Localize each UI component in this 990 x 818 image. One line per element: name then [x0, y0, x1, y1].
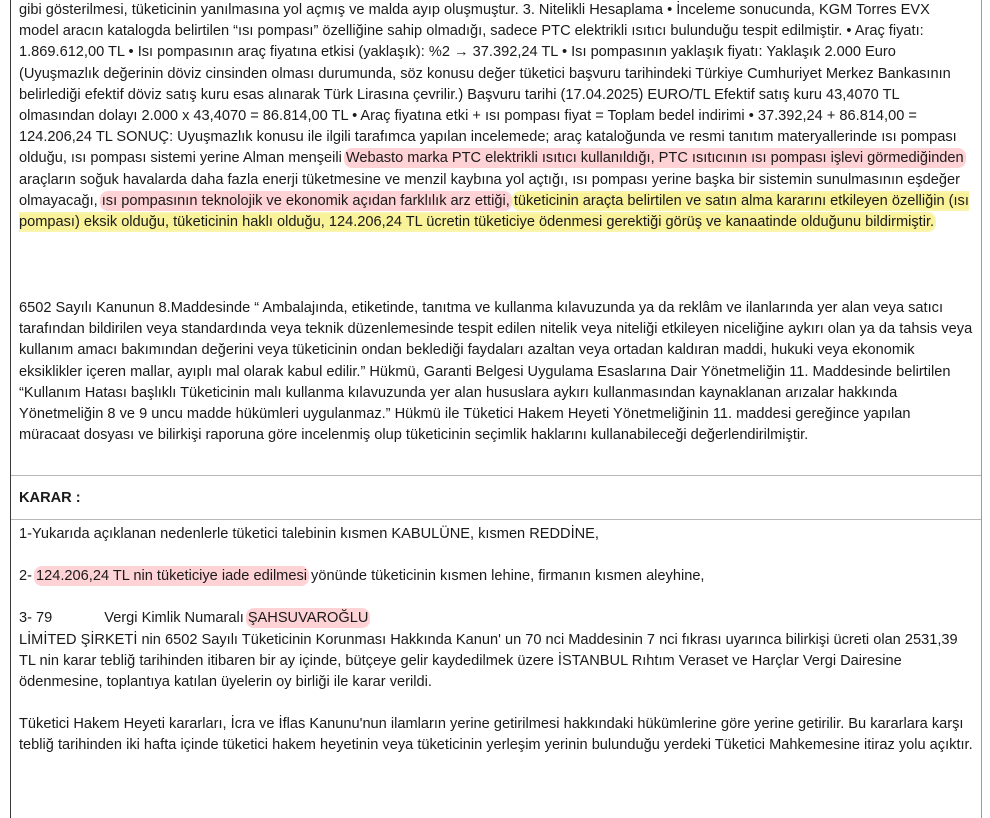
report-text-a: gibi gösterilmesi, tüketicinin yanılmasına yol açmış ve malda ayıp oluşmuştur. 3. Nitelikli Hesaplama • İnceleme sonucunda, KGM Torres EVX model aracın katalogda belirtilen “ısı pompası” özelliğine sahip olmadığı, sadece PTC elektrikli ısıtıcı bulunduğu tespit edilmiştir. • Araç fiyatı: 1.869.612,00 TL • Isı pompasının araç fiyatına etkisi (yaklaşık): %2 → 37.392,24 TL • Isı pompasının yaklaşık fiyatı: Yaklaşık 2.000 Euro (Uyuşmazlık değerinin döviz cinsinden olması durumunda, söz konusu değer tüketici başvuru tarihindeki Türkiye Cumhuriyet Merkez Bankasının belirlediği efektif döviz satış kuru esas alınarak Türk Lirasına çevrilir.) Başvuru tarihi (17.04.2025) EURO/TL Efektif satış kuru 43,4070 TL olmasından dolayı 2.000 x 43,4070 = 86.814,00 TL • Araç fiyatına etki + ısı pompası fiyat = Toplam bedel indirimi • 37.392,24 + 86.814,00 = 124.206,24 TL SONUÇ: Uyuşmazlık konusu ile ilgili tarafımca yapılan incelemede; araç kataloğunda ve resmi tanıtım materyallerinde ısı pompası olduğu, ısı pompası sistemi yerine Alman menşeili	[19, 2, 957, 167]
item3-rest: LİMİTED ŞİRKETİ nin 6502 Sayılı Tüketicinin Korunması Hakkında Kanun' un 70 nci Maddesinin 7 nci fıkrası uyarınca bilirkişi ücreti olan 2531,39 TL nin karar tebliğ tarihinden itibaren bir ay içinde, bütçeye gelir kaydedilmek üzere İSTANBUL Rıhtım Veraset ve Harçlar Vergi Dairesine ödenmesine, toplantıya katılan üyelerin oy birliği ile karar verildi.	[19, 631, 958, 691]
highlight-technology: ısı pompasının teknolojik ve ekonomik açıdan farklılık arz ettiği,	[101, 192, 510, 209]
item3-number: 3- 79	[19, 610, 53, 627]
highlight-webasto: Webasto marka PTC elektrikli ısıtıcı kullanıldığı, PTC ısıtıcının ısı pompası işlevi görmediğinden	[345, 150, 964, 167]
spacer	[19, 545, 973, 566]
highlight-conclusion: tüketicinin araçta belirtilen ve satın alma kararını etkileyen özelliğin (ısı pompası) eksik olduğu, tüketicinin haklı olduğu, 124.206,24 TL ücretin tüketiciye ödenmesi gerektiği görüş ve kanaatinde olduğunu bildirmiştir.	[19, 192, 969, 231]
law-article-paragraph: 6502 Sayılı Kanunun 8.Maddesinde “ Ambalajında, etiketinde, tanıtma ve kullanma kılavuzunda ya da reklâm ve ilanlarında yer alan veya satıcı tarafından bildirilen veya standardında veya teknik düzenlemesinde tespit edilen nitelik veya niteliği etkileyen niceliğine aykırı olan ya da tahsis veya kullanım amacı bakımından değerini veya tüketicinin ondan beklediği faydaları azaltan veya ortadan kaldıran maddi, hukuki veya ekonomik eksiklikler içeren mallar, ayıplı mal olarak kabul edilir.” Hükmü, Garanti Belgesi Uygulama Esaslarına Dair Yönetmeliğin 11. Maddesinde belirtilen “Kullanım Hatası başlıklı Tüketicinin malı kullanma kılavuzunda yer alan hususlara aykırı kullanmasından kaynaklanan arızalar hakkında Yönetmeliğin 8 ve 9 uncu madde hükümleri uygulanmaz.” Hükmü ile Tüketici Hakem Heyeti Yönetmeliğinin 11. maddesi gereğince yapılan müracaat dosyası ve bilirkişi raporuna göre incelenmiş olup tüketicinin seçimlik haklarını kullanabileceği değerlendirilmiştir.	[19, 300, 973, 444]
item3-vkn: Vergi Kimlik Numaralı	[104, 610, 248, 627]
highlight-company: ŞAHSUVAROĞLU	[247, 610, 369, 627]
karar-heading-cell	[11, 480, 981, 520]
karar-final-paragraph: Tüketici Hakem Heyeti kararları, İcra ve İflas Kanunu'nun ilamların yerine getirilmesi hakkındaki hükümlerine göre yerine getirilir. Bu kararlara karşı tebliğ tarihinden iki hafta içinde tüketici hakem heyetinin veya tüketicinin yerleşim yerinin bulunduğu yerdeki Tüketici Mahkemesine itiraz yolu açıktır.	[19, 716, 973, 754]
item2-prefix: 2-	[19, 568, 37, 585]
document-frame	[10, 0, 982, 818]
karar-item-2	[19, 566, 973, 587]
spacer	[19, 693, 973, 714]
law-article-section	[11, 298, 981, 476]
karar-body	[11, 522, 981, 818]
spacer	[19, 587, 973, 608]
karar-item-1: 1-Yukarıda açıklanan nedenlerle tüketici talebinin kısmen KABULÜNE, kısmen REDDİNE,	[19, 526, 599, 542]
karar-heading: KARAR :	[19, 490, 81, 506]
report-text-b: araçların soğuk havalarda daha fazla enerji tüketmesine ve menzil kaybına yol açtığı, ısı pompası yerine başka bir sistemin sunulmasının eşdeğer olmayacağı,	[19, 171, 960, 209]
karar-item-3	[19, 608, 973, 693]
expert-report-paragraph	[19, 0, 973, 233]
highlight-refund: 124.206,24 TL nin tüketiciye iade edilmesi	[36, 568, 307, 585]
expert-report-section	[11, 0, 981, 284]
item2-rest: yönünde tüketicinin kısmen lehine, firmanın kısmen aleyhine,	[307, 568, 705, 585]
